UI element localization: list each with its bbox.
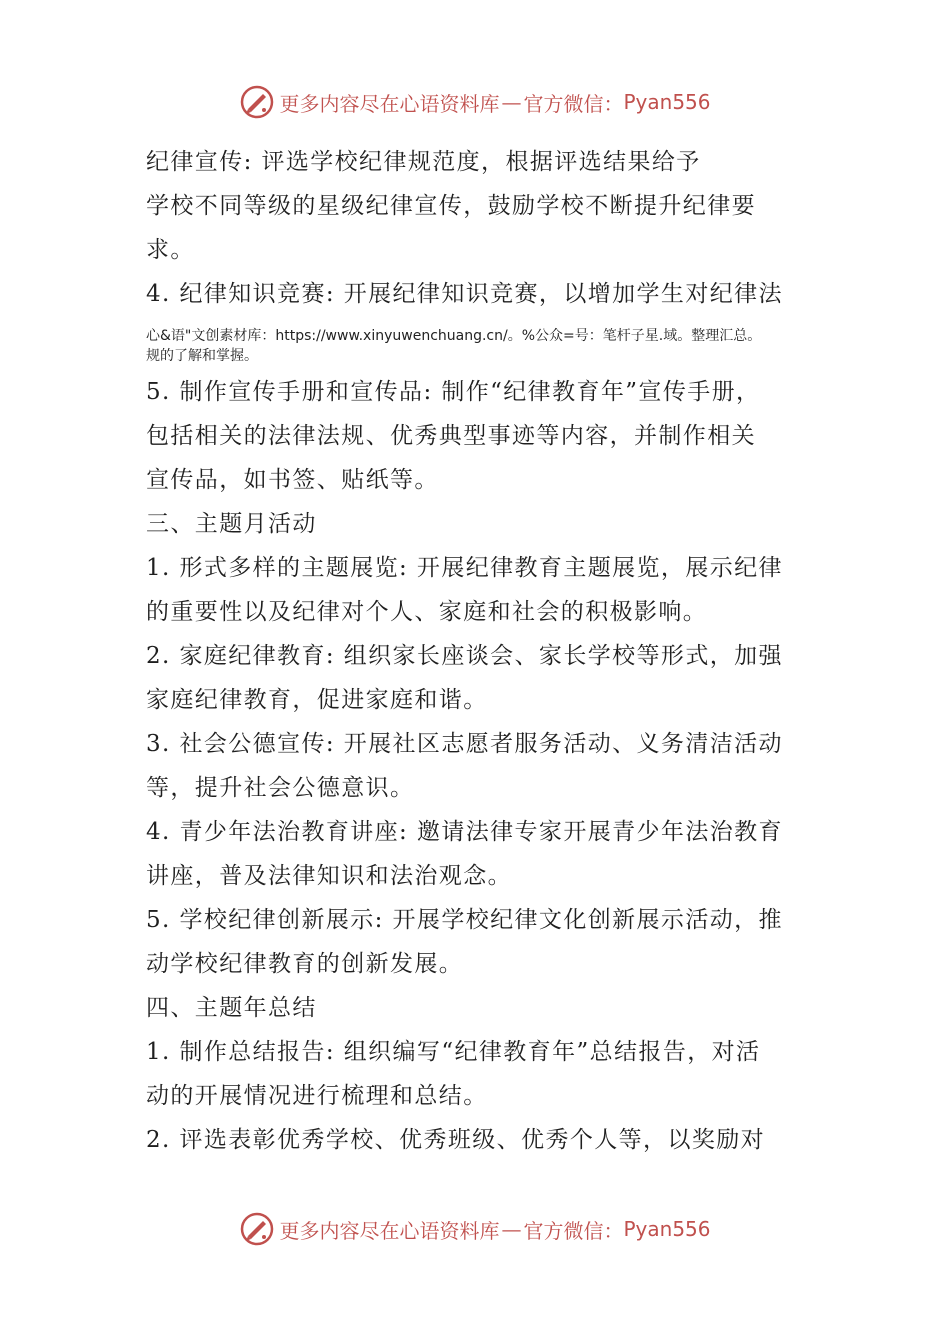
body-line: 3. 社会公德宣传: 开展社区志愿者服务活动、义务清洁活动	[146, 731, 783, 757]
body-line: 5. 制作宣传手册和宣传品: 制作“纪律教育年”宣传手册，	[146, 379, 761, 405]
body-line: 1. 制作总结报告: 组织编写“纪律教育年”总结报告，对活	[146, 1039, 761, 1065]
body-line: 2. 评选表彰优秀学校、优秀班级、优秀个人等，以奖励对	[146, 1127, 766, 1153]
body-line: 讲座，普及法律知识和法治观念。	[146, 863, 512, 889]
section-heading: 三、主题月活动	[146, 511, 317, 537]
header-wechat-label: 官方微信：	[523, 91, 624, 116]
body-line: 家庭纪律教育，促进家庭和谐。	[146, 687, 488, 713]
body-line: 动的开展情况进行梳理和总结。	[146, 1083, 488, 1109]
body-line: 1. 形式多样的主题展览: 开展纪律教育主题展览，展示纪律	[146, 555, 783, 581]
footer-separator: —	[501, 1217, 522, 1241]
body-line: 宣传品，如书签、贴纸等。	[146, 467, 439, 493]
header-separator: —	[501, 90, 522, 114]
footer-wechat-code: Pyan556	[623, 1217, 711, 1241]
section-heading: 四、主题年总结	[146, 995, 317, 1021]
footer-brand-text: 更多内容尽在心语资料库	[279, 1218, 500, 1243]
body-line: 学校不同等级的星级纪律宣传，鼓励学校不断提升纪律要	[146, 193, 756, 219]
body-line: 包括相关的法律法规、优秀典型事迹等内容，并制作相关	[146, 423, 756, 449]
body-line: 5. 学校纪律创新展示: 开展学校纪律文化创新展示活动，推	[146, 907, 783, 933]
pen-logo-icon	[239, 84, 275, 120]
body-line: 2. 家庭纪律教育: 组织家长座谈会、家长学校等形式，加强	[146, 643, 783, 669]
footer-banner	[0, 1209, 950, 1249]
body-line: 4. 纪律知识竞赛: 开展纪律知识竞赛，以增加学生对纪律法	[146, 281, 783, 307]
body-line: 等，提升社会公德意识。	[146, 775, 415, 801]
header-banner	[0, 82, 950, 122]
body-line: 求。	[146, 237, 195, 263]
header-wechat-code: Pyan556	[623, 90, 711, 114]
body-line: 纪律宣传: 评选学校纪律规范度，根据评选结果给予	[146, 149, 701, 175]
footer-wechat-label: 官方微信：	[523, 1218, 624, 1243]
pen-logo-icon	[239, 1211, 275, 1247]
watermark-note-continued: 规的了解和掌握。	[146, 348, 258, 364]
body-line: 的重要性以及纪律对个人、家庭和社会的积极影响。	[146, 599, 708, 625]
body-line: 动学校纪律教育的创新发展。	[146, 951, 464, 977]
document-body	[146, 140, 826, 1162]
header-brand-text: 更多内容尽在心语资料库	[279, 91, 500, 116]
watermark-note: 心&语"文创素材库：https://www.xinyuwenchuang.cn/。%公众=号：笔杆子星.域。整理汇总。	[146, 328, 762, 344]
body-line: 4. 青少年法治教育讲座: 邀请法律专家开展青少年法治教育	[146, 819, 783, 845]
